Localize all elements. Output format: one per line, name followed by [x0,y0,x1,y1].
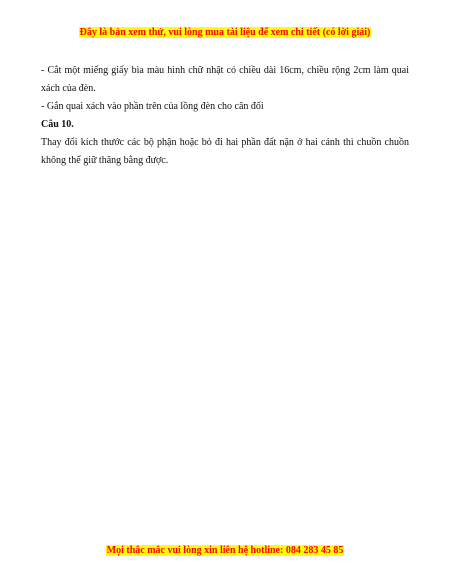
preview-notice-text: Đây là bản xem thử, vui lòng mua tài liệu để xem chi tiết (có lời giải) [79,27,371,38]
hotline-footer-banner [0,545,450,557]
document-body [41,62,409,170]
question-heading: Câu 10. [41,119,74,130]
bullet-paragraph: - Cắt một miếng giấy bìa màu hình chữ nhật có chiều dài 16cm, chiều rộng 2cm làm quai xách của đèn. [41,65,409,94]
bullet-paragraph: - Gắn quai xách vào phần trên của lồng đèn cho cân đối [41,101,264,112]
hotline-text: Mọi thắc mắc vui lòng xin liên hệ hotline: 084 283 45 85 [106,545,344,556]
preview-notice-banner [0,27,450,39]
answer-paragraph: Thay đổi kích thước các bộ phận hoặc bỏ đi hai phần đất nặn ở hai cánh thì chuồn chuồn không thể giữ thăng bằng được. [41,137,409,166]
